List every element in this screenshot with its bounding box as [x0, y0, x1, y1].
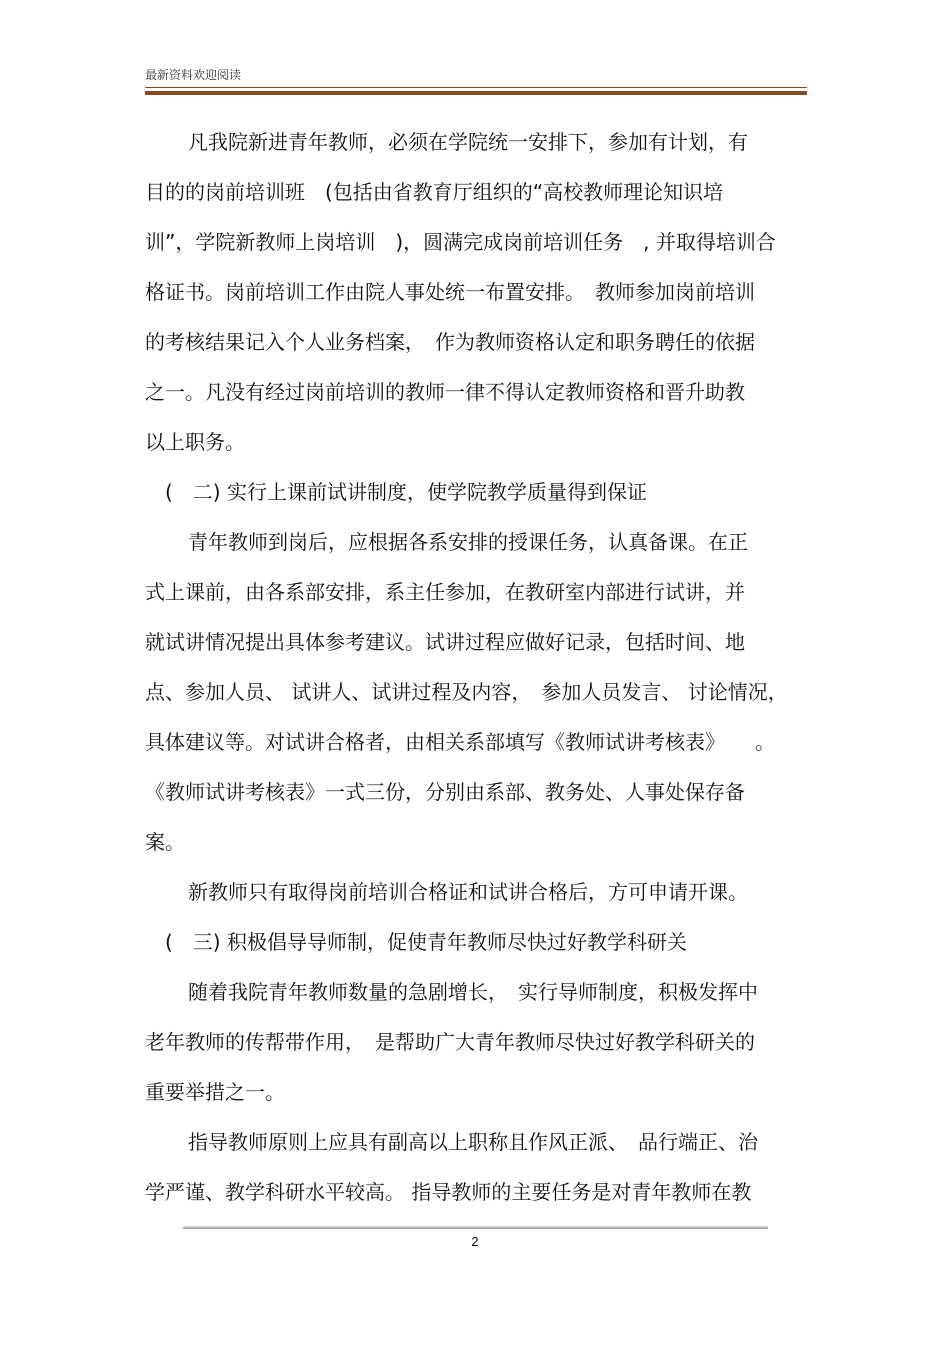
section-heading-2: ( 二) 实行上课前试讲制度，使学院教学质量得到保证 — [165, 480, 647, 504]
text-line-10: 式上课前，由各系部安排，系主任参加，在教研室内部进行试讲，并 — [145, 580, 745, 604]
header-text: 最新资料欢迎阅读 — [145, 68, 242, 82]
page-number: 2 — [471, 1234, 479, 1249]
text-line-2: 目的的岗前培训班 (包括由省教育厅组织的“高校教师理论知识培 — [145, 180, 724, 204]
text-line-19: 老年教师的传帮带作用， 是帮助广大青年教师尽快过好教学科研关的 — [145, 1030, 755, 1054]
text-line-6: 之一。凡没有经过岗前培训的教师一律不得认定教师资格和晋升助教 — [145, 380, 745, 404]
text-line-3: 训”，学院新教师上岗培训 )，圆满完成岗前培训任务 , 并取得培训合 — [145, 230, 776, 254]
text-line-1: 凡我院新进青年教师，必须在学院统一安排下，参加有计划，有 — [188, 130, 748, 154]
text-line-7: 以上职务。 — [145, 430, 245, 454]
text-line-5: 的考核结果记入个人业务档案， 作为教师资格认定和职务聘任的依据 — [145, 330, 755, 354]
text-line-13: 具体建议等。对试讲合格者，由相关系部填写《教师试讲考核表》 。 — [145, 730, 775, 754]
text-line-21: 指导教师原则上应具有副高以上职称且作风正派、 品行端正、治 — [188, 1130, 758, 1154]
text-line-11: 就试讲情况提出具体参考建议。试讲过程应做好记录，包括时间、地 — [145, 630, 745, 654]
text-line-15: 案。 — [145, 830, 185, 854]
text-line-22: 学严谨、教学科研水平较高。 指导教师的主要任务是对青年教师在教 — [145, 1180, 752, 1204]
text-line-14: 《教师试讲考核表》一式三份，分别由系部、教务处、人事处保存备 — [145, 780, 745, 804]
section-heading-3: ( 三) 积极倡导导师制，促使青年教师尽快过好教学科研关 — [165, 930, 687, 954]
text-line-18: 随着我院青年教师数量的急剧增长， 实行导师制度，积极发挥中 — [188, 980, 758, 1004]
text-line-20: 重要举措之一。 — [145, 1080, 285, 1104]
text-line-4: 格证书。岗前培训工作由院人事处统一布置安排。 教师参加岗前培训 — [145, 280, 755, 304]
text-line-9: 青年教师到岗后，应根据各系安排的授课任务，认真备课。在正 — [188, 530, 748, 554]
text-line-12: 点、参加人员、 试讲人、试讲过程及内容， 参加人员发言、 讨论情况， — [145, 680, 788, 704]
header-rule-thin — [145, 87, 807, 88]
text-line-16: 新教师只有取得岗前培训合格证和试讲合格后，方可申请开课。 — [188, 880, 748, 904]
footer-rule — [183, 1226, 768, 1229]
header-rule-thick — [145, 91, 807, 95]
